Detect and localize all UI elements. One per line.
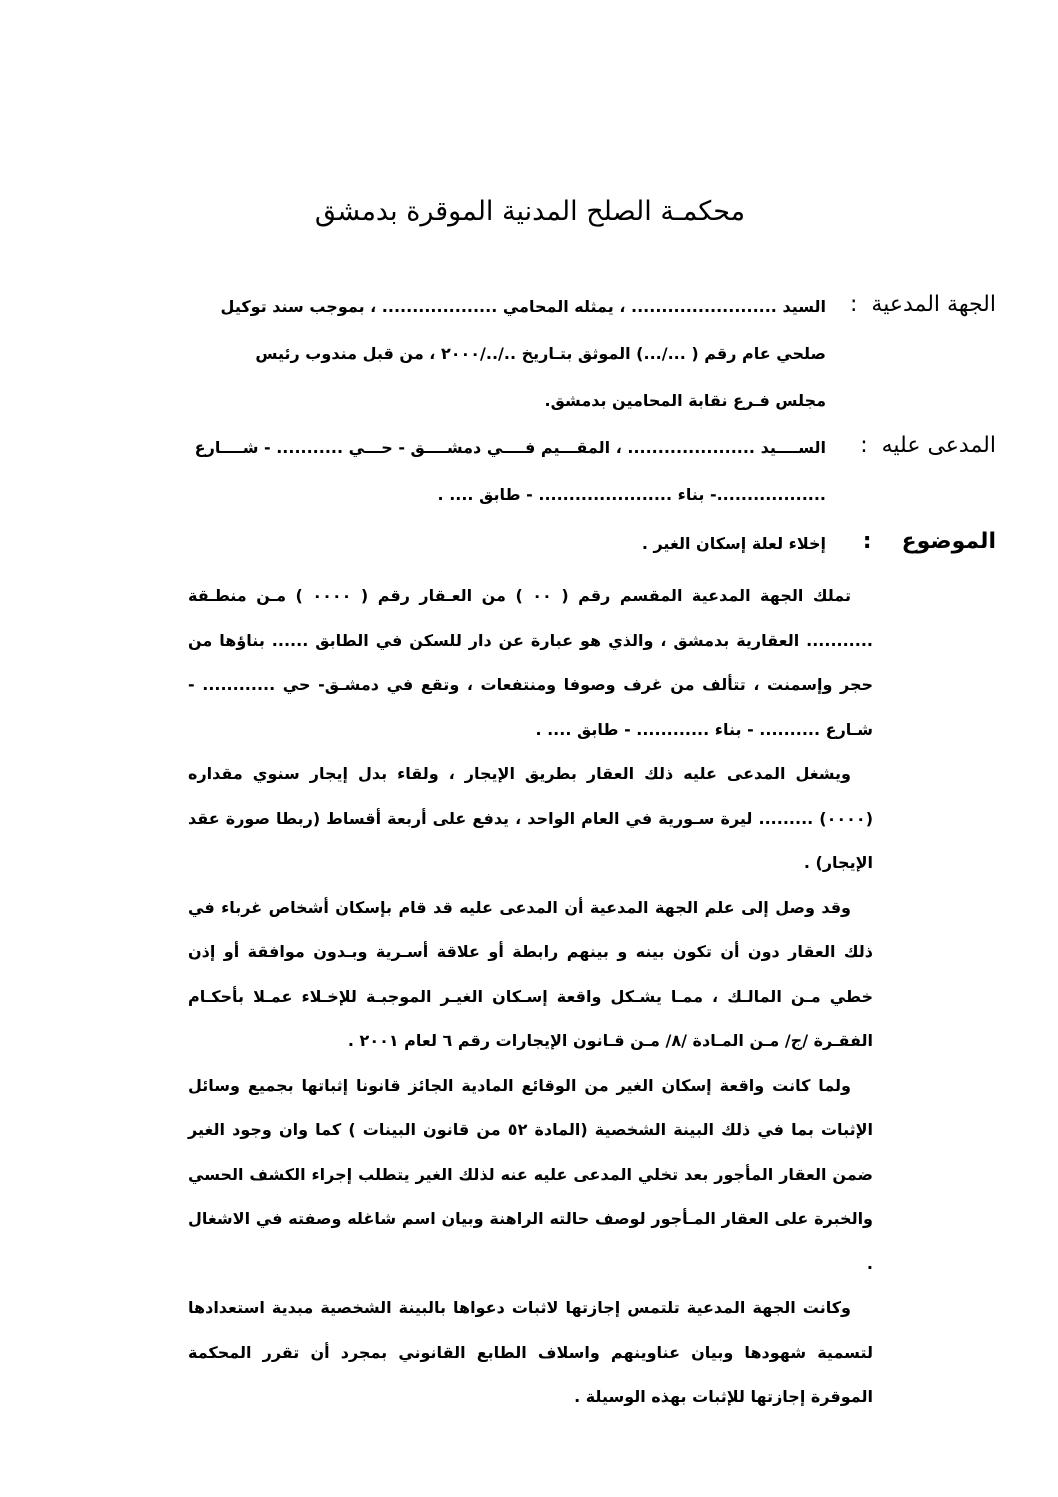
subject-label-cell [826, 520, 996, 567]
document-body [188, 574, 873, 1420]
defendant-colon: : [860, 433, 868, 458]
plaintiff-colon: : [849, 292, 858, 317]
subject-text: إخلاء لعلة إسكان الغير . [641, 534, 826, 553]
defendant-label: المدعى عليه [881, 433, 996, 458]
court-title: محكمـة الصلح المدنية الموقرة بدمشق [314, 196, 746, 227]
defendant-line: الســــيد ..................... ، المقـــيم فــــي دمشــــق - حـــي ........... - شــــارع [194, 438, 826, 457]
defendant-line: ..................- بناء ...................... - طابق .... . [437, 485, 826, 504]
defendant-details [66, 424, 826, 518]
defendant-label-cell [826, 424, 996, 518]
plaintiff-section [66, 283, 996, 424]
subject-label: الموضوع [901, 529, 996, 554]
subject-colon: : [862, 529, 872, 554]
body-paragraph: وكانت الجهة المدعية تلتمس إجازتها لاثبات دعواها بالبينة الشخصية مبدية استعدادها لتسمية شهودها وبيان عناوينهم واسلاف الطابع القانوني بمجرد أن تقرر المحكمة الموقرة إجازتها للإثبات بهذه الوسيلة . [188, 1298, 873, 1406]
subject-section [66, 520, 996, 567]
defendant-section [66, 424, 996, 518]
plaintiff-label: الجهة المدعية [871, 292, 996, 317]
body-paragraph: ويشغل المدعى عليه ذلك العقار بطريق الإيجار ، ولقاء بدل إيجار سنوي مقداره (٠٠٠٠) ......... ليرة سـورية في العام الواحد ، يدفع على أربعة أقساط (ربطا صورة عقد الإيجار) . [188, 764, 873, 872]
body-paragraph: ولما كانت واقعة إسكان الغير من الوقائع المادية الجائز قانونا إثباتها بجميع وسائل الإثبات بما في ذلك البينة الشخصية (المادة ٥٢ من قانون البينات ) كما وان وجود الغير ضمن العقار المأجور بعد تخلي المدعى عليه عنه لذلك الغير يتطلب إجراء الكشف الحسي والخبرة على العقار المـأجور لوصف حالته الراهنة وبيان اسم شاغله وصفته في الاشغال . [188, 1075, 874, 1273]
subject-details [66, 520, 826, 567]
plaintiff-line: السيد ........................ ، يمثله المحامي ................... ، بموجب سند توكيل [220, 297, 826, 316]
body-paragraph: تملك الجهة المدعية المقسم رقم ( ٠٠ ) من العـقار رقم ( ٠٠٠٠ ) مـن منطـقة ........... العقارية بدمشق ، والذي هو عبارة عن دار للسكن في الطابق ...... بناؤها من حجر وإسمنت ، تتألف من غرف وصوفا ومنتفعات ، وتقع في دمشـق- حي ............ - شـارع .......... - بناء ............ - طابق .... . [188, 586, 873, 739]
plaintiff-label-cell [826, 283, 996, 424]
plaintiff-line: مجلس فـرع نقابة المحامين بدمشق. [544, 391, 826, 410]
plaintiff-line: صلحي عام رقم ( .../...) الموثق بتـاريخ ../../٢٠٠٠ ، من قبل مندوب رئيس [255, 344, 826, 363]
plaintiff-details [66, 283, 826, 424]
body-paragraph: وقد وصل إلى علم الجهة المدعية أن المدعى عليه قد قام بإسكان أشخاص غرباء في ذلك العقار دون أن تكون بينه و بينهم رابطة أو علاقة أسـرية وبـدون موافقة أو إذن خطي مـن المالـك ، ممـا يشـكل واقعة إسـكان الغيـر الموجبـة للإخـلاء عمـلا بأحكـام الفقـرة /ج/ مـن المـادة /٨/ مـن قـانون الإيجارات رقم ٦ لعام ٢٠٠١ . [188, 897, 873, 1050]
